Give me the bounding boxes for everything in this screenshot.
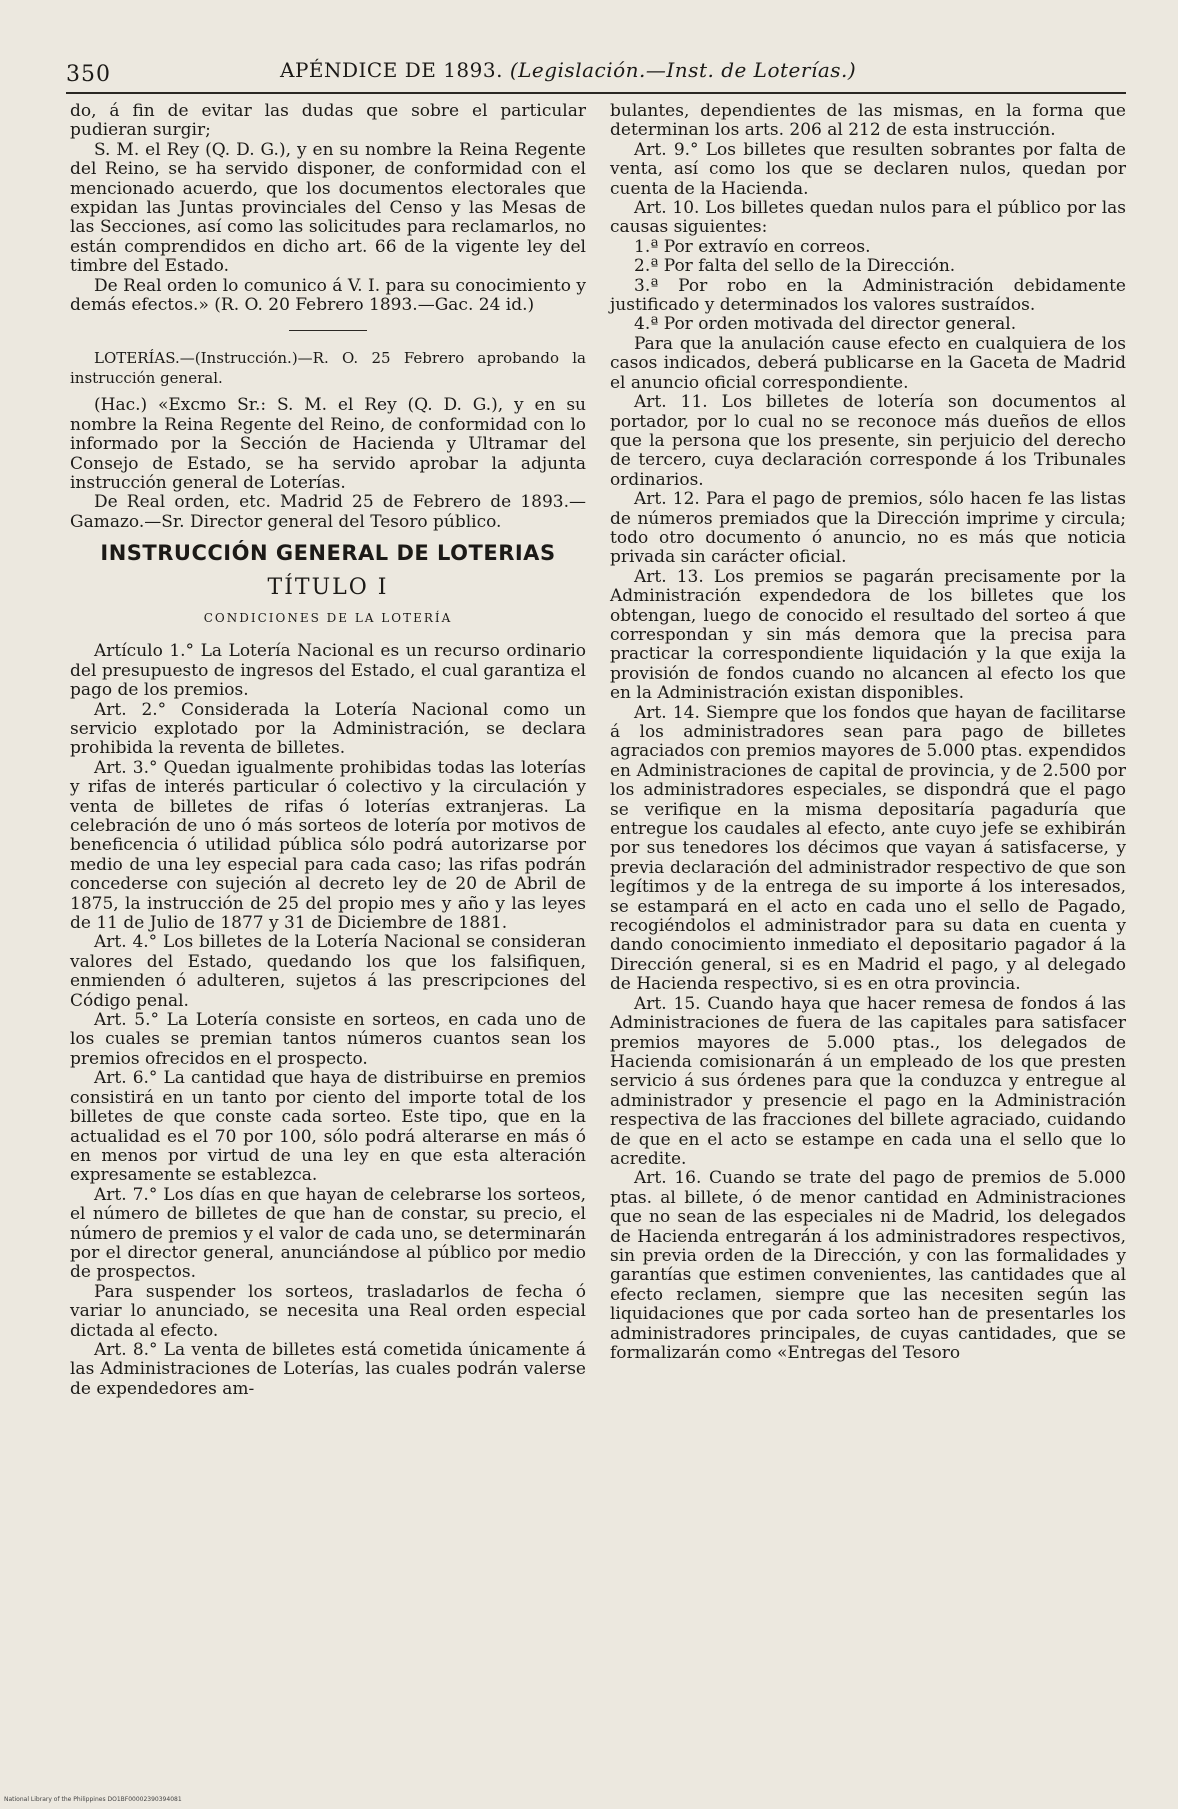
- article: Art. 3.° Quedan igualmente prohibidas todas las loterías y rifas de interés particular ó colectivo y la circulación y venta de billetes de rifas ó loterías extranjeras. La celebración de uno ó más sorteos de lotería por motivos de beneficencia ó utilidad pública sólo podrá autorizarse por medio de una ley especial para cada caso; las rifas podrán concederse con sujeción al decreto ley de 20 de Abril de 1875, la instrucción de 25 del propio mes y año y las leyes de 11 de Julio de 1877 y 31 de Diciembre de 1881.: [70, 757, 586, 934]
- article: Art. 10. Los billetes quedan nulos para el público por las causas siguientes:: [610, 198, 1126, 238]
- section-divider: [289, 330, 367, 331]
- paragraph: De Real orden, etc. Madrid 25 de Febrero de 1893.—Gamazo.—Sr. Director general del Tesoro público.: [70, 492, 586, 532]
- scan-credit: National Library of the Philippines DO1BF00002390394081: [4, 1796, 182, 1803]
- paragraph: Para que la anulación cause efecto en cualquiera de los casos indicados, deberá publicarse en la Gaceta de Madrid el anuncio oficial correspondiente.: [610, 333, 1126, 393]
- article: Art. 8.° La venta de billetes está cometida únicamente á las Administraciones de Loterías, las cuales podrán valerse de expendedores am-: [70, 1339, 586, 1399]
- paragraph: Para suspender los sorteos, trasladarlos de fecha ó variar lo anunciado, se necesita una Real orden especial dictada al efecto.: [70, 1281, 586, 1341]
- article: Art. 6.° La cantidad que haya de distribuirse en premios consistirá en un tanto por ciento del importe total de los billetes de que conste cada sorteo. Este tipo, que en la actualidad es el 70 por 100, sólo podrá alterarse en más ó en menos por virtud de una ley en que esta alteración expresamente se establezca.: [70, 1068, 586, 1186]
- decree-heading: LOTERÍAS.—(Instrucción.)—R. O. 25 Febrero aprobando la instrucción general.: [70, 349, 586, 387]
- article: Art. 11. Los billetes de lotería son documentos al portador, por lo cual no se reconoce más dueños de ellos que la persona que los presente, sin perjuicio del derecho de tercero, cuya declaración corresponde á los Tribunales ordinarios.: [610, 392, 1126, 490]
- list-item: 2.ª Por falta del sello de la Dirección.: [634, 256, 956, 277]
- right-column: [610, 102, 1126, 1363]
- list-item: 1.ª Por extravío en correos.: [634, 236, 871, 257]
- article: Art. 7.° Los días en que hayan de celebrarse los sorteos, el número de billetes de que han de constar, su precio, el número de premios y el valor de cada uno, se determinarán por el director general, anunciándose al público por medio de prospectos.: [70, 1184, 586, 1283]
- header-rule: [66, 92, 1126, 94]
- list-item: 4.ª Por orden motivada del director general.: [634, 314, 1017, 335]
- subtitle-heading: CONDICIONES DE LA LOTERÍA: [203, 610, 453, 625]
- title-heading: TÍTULO I: [267, 574, 389, 600]
- article: Art. 16. Cuando se trate del pago de premios de 5.000 ptas. al billete, ó de menor cantidad en Administraciones que no sean de las especiales ni de Madrid, los delegados de Hacienda entregarán á los administradores respectivos, sin previa orden de la Dirección, y con las formalidades y garantías que estimen convenientes, las cantidades que al efecto reclamen, siempre que las necesiten según las liquidaciones que por cada sorteo han de presentarles los administradores principales, de cuyas cantidades, que se formalizarán como «Entregas del Tesoro: [610, 1168, 1126, 1363]
- running-head-title: APÉNDICE DE 1893.: [280, 58, 503, 82]
- list-item: 3.ª Por robo en la Administración debidamente justificado y determinados los valores sustraídos.: [610, 275, 1126, 316]
- article: Art. 9.° Los billetes que resulten sobrantes por falta de venta, así como los que se declaren nulos, quedan por cuenta de la Hacienda.: [610, 139, 1126, 199]
- article: Art. 12. Para el pago de premios, sólo hacen fe las listas de números premiados que la Dirección imprime y circula; todo otro documento ó anuncio, no es más que noticia privada sin carácter oficial.: [610, 489, 1126, 568]
- running-head-subtitle: (Legislación.—Inst. de Loterías.): [509, 58, 857, 82]
- article: Artículo 1.° La Lotería Nacional es un recurso ordinario del presupuesto de ingresos del Estado, el cual garantiza el pago de los premios.: [70, 641, 586, 701]
- article: Art. 5.° La Lotería consiste en sorteos, en cada uno de los cuales se premian tantos números cuantos sean los premios ofrecidos en el prospecto.: [70, 1010, 586, 1069]
- section-title: INSTRUCCIÓN GENERAL DE LOTERIAS: [100, 541, 556, 566]
- paragraph: De Real orden lo comunico á V. I. para su conocimiento y demás efectos.» (R. O. 20 Febrero 1893.—Gac. 24 id.): [70, 275, 586, 316]
- paragraph: bulantes, dependientes de las mismas, en la forma que determinan los arts. 206 al 212 de esta instrucción.: [610, 101, 1126, 141]
- left-column: [70, 102, 586, 1399]
- paragraph: do, á fin de evitar las dudas que sobre el particular pudieran surgir;: [70, 101, 586, 141]
- paragraph: S. M. el Rey (Q. D. G.), y en su nombre la Reina Regente del Reino, se ha servido disponer, de conformidad con el mencionado acuerdo, que los documentos electorales que expidan las Juntas provinciales del Censo y las Mesas de las Secciones, así como las solicitudes para reclamarlos, no están comprendidos en dicho art. 66 de la vigente ley del timbre del Estado.: [70, 139, 586, 277]
- article: Art. 15. Cuando haya que hacer remesa de fondos á las Administraciones de fuera de las capitales para satisfacer premios mayores de 5.000 ptas., los delegados de Hacienda comisionarán á un empleado de los que presten servicio á sus órdenes para que la conduzca y entregue al administrador y presencie el pago en la Administración respectiva de las fracciones del billete agraciado, cuidando de que en el acto se estampe en cada una el sello que lo acredite.: [610, 993, 1126, 1169]
- article: Art. 14. Siempre que los fondos que hayan de facilitarse á los administradores sean para pago de billetes agraciados con premios mayores de 5.000 ptas. expendidos en Administraciones de capital de provincia, y de 2.500 por los administradores especiales, se dispondrá que el pago se verifique en la misma depositaría pagaduría que entregue los caudales al efecto, ante cuyo jefe se exhibirán por sus tenedores los décimos que vayan á satisfacerse, y previa declaración del administrador respectivo de que son legítimos y de la entrega de su importe á los interesados, se estampará en el acto en cada uno el sello de Pagado, recogiéndolos el administrador para su data en cuenta y dando conocimiento inmediato el depositario pagador á la Dirección general, si es en Madrid el pago, y al delegado de Hacienda respectivo, si es en otra provincia.: [610, 702, 1126, 995]
- article: Art. 4.° Los billetes de la Lotería Nacional se consideran valores del Estado, quedando los que los falsifiquen, enmienden ó adulteren, sujetos á las prescripciones del Código penal.: [70, 932, 586, 1011]
- page-number: 350: [66, 62, 111, 87]
- paragraph: (Hac.) «Excmo Sr.: S. M. el Rey (Q. D. G.), y en su nombre la Reina Regente del Reino, de conformidad con lo informado por la Sección de Hacienda y Ultramar del Consejo de Estado, se ha servido aprobar la adjunta instrucción general de Loterías.: [70, 395, 586, 493]
- article: Art. 13. Los premios se pagarán precisamente por la Administración expendedora de los billetes que los obtengan, luego de conocido el resultado del sorteo á que correspondan y sin más demora que la precisa para practicar la correspondiente liquidación y la que exija la provisión de fondos cuando no alcancen al efecto los que en la Administración existan disponibles.: [610, 566, 1126, 704]
- running-head: [280, 58, 920, 82]
- article: Art. 2.° Considerada la Lotería Nacional como un servicio explotado por la Administración, se declara prohibida la reventa de billetes.: [70, 699, 586, 759]
